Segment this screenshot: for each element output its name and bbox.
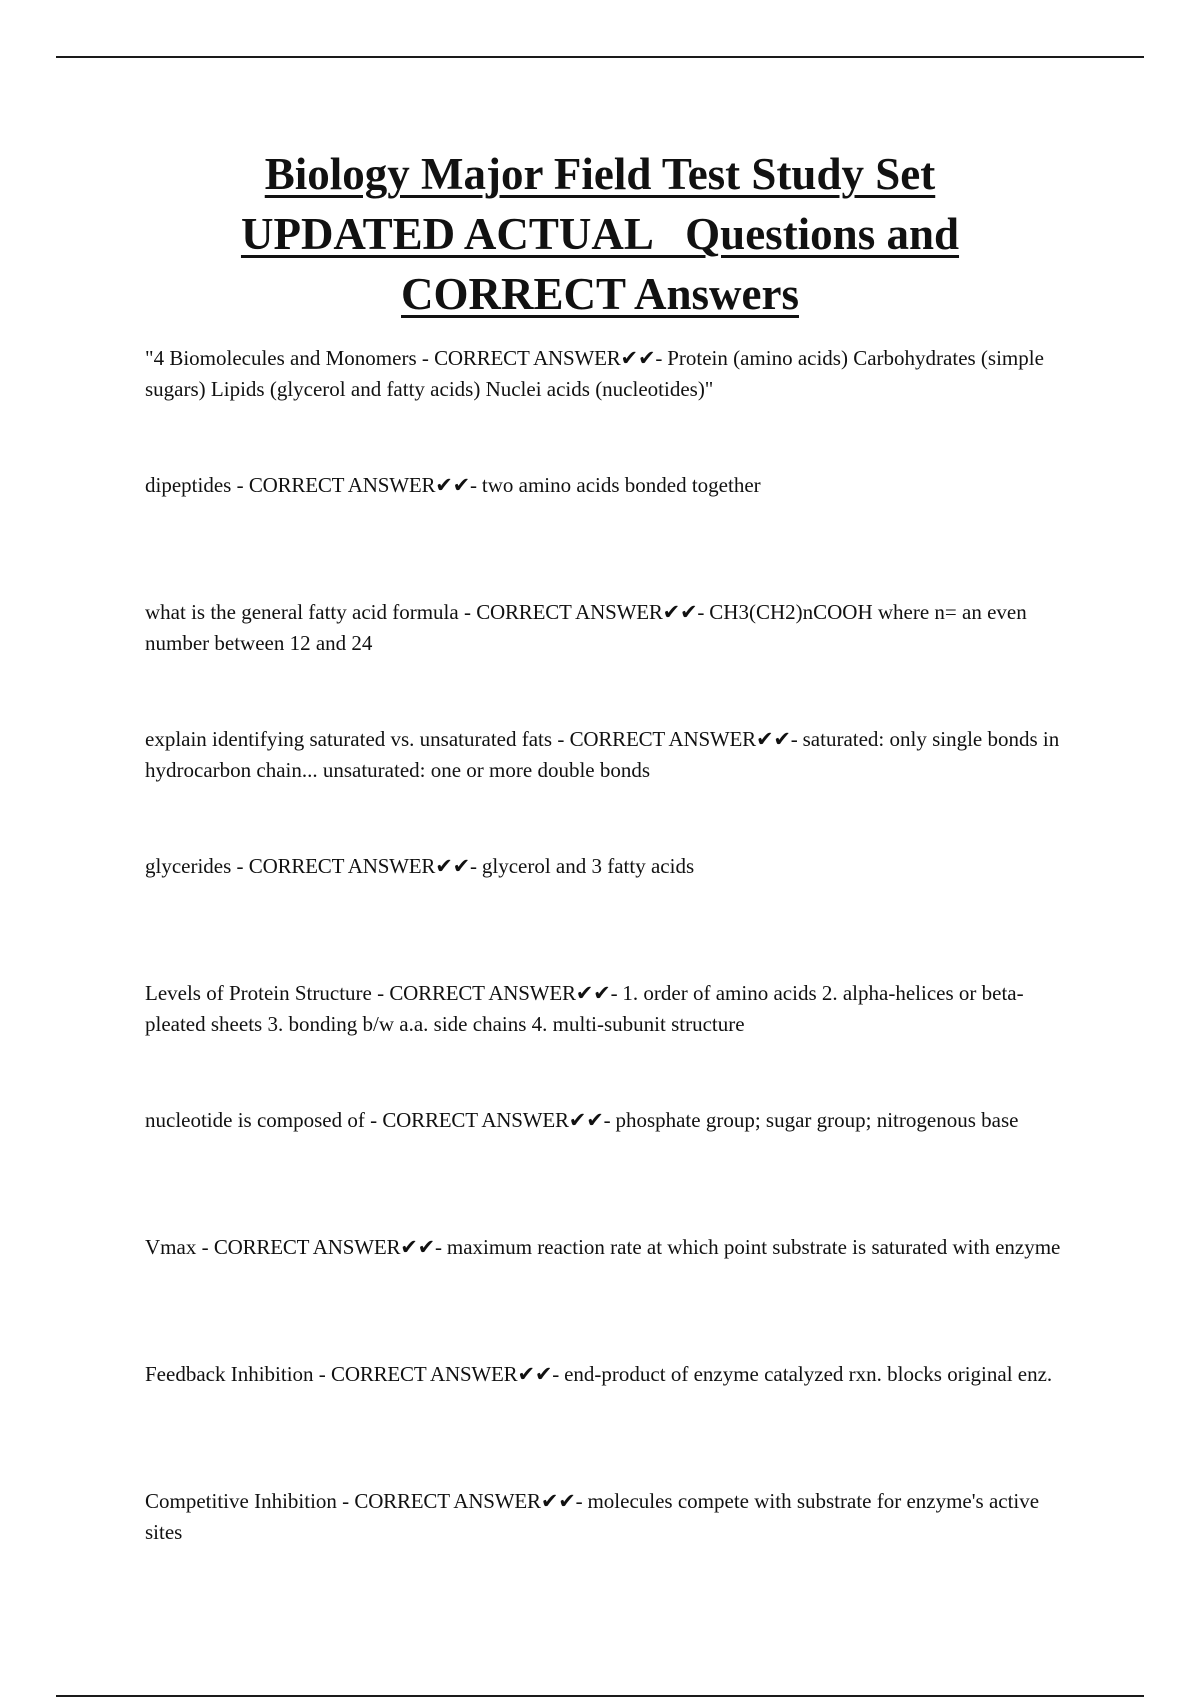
qa-question: dipeptides	[145, 473, 232, 497]
qa-separator: -	[313, 1362, 332, 1386]
qa-question: glycerides	[145, 854, 232, 878]
qa-answer: 1. order of amino acids 2. alpha-helices or beta-pleated sheets 3. bonding b/w a.a. side chains 4. multi-subunit structure	[145, 981, 1024, 1036]
qa-separator: -	[336, 1489, 355, 1513]
correct-answer-tag: CORRECT ANSWER✔✔-	[382, 1108, 616, 1132]
qa-question: "4 Biomolecules and Monomers	[145, 346, 417, 370]
correct-answer-tag: CORRECT ANSWER✔✔-	[331, 1362, 565, 1386]
qa-answer: end-product of enzyme catalyzed rxn. blocks original enz.	[564, 1362, 1053, 1386]
qa-list	[145, 343, 1080, 1613]
correct-answer-tag: CORRECT ANSWER✔✔-	[354, 1489, 588, 1513]
title-line: CORRECT Answers	[401, 269, 799, 319]
qa-separator: -	[196, 1235, 214, 1259]
qa-answer: glycerol and 3 fatty acids	[481, 854, 695, 878]
top-rule	[56, 56, 1144, 58]
qa-answer: CH3(CH2)nCOOH where n= an even number between 12 and 24	[145, 600, 1027, 655]
qa-entry	[145, 978, 1080, 1074]
qa-answer: molecules compete with substrate for enzyme's active sites	[145, 1489, 1040, 1544]
bottom-rule	[56, 1695, 1144, 1697]
correct-answer-tag: CORRECT ANSWER✔✔-	[476, 600, 710, 624]
correct-answer-tag: CORRECT ANSWER✔✔-	[434, 346, 668, 370]
qa-answer: maximum reaction rate at which point substrate is saturated with enzyme	[446, 1235, 1061, 1259]
correct-answer-tag: CORRECT ANSWER✔✔-	[248, 473, 482, 497]
correct-answer-tag: CORRECT ANSWER✔✔-	[569, 727, 803, 751]
qa-entry	[145, 1232, 1080, 1328]
qa-separator: -	[364, 1108, 383, 1132]
qa-question: Competitive Inhibition	[145, 1489, 337, 1513]
qa-separator: -	[552, 727, 570, 751]
qa-question: Feedback Inhibition	[145, 1362, 314, 1386]
qa-question: Levels of Protein Structure	[145, 981, 372, 1005]
qa-entry	[145, 1105, 1080, 1201]
document-title	[120, 144, 1080, 324]
qa-separator: -	[231, 473, 249, 497]
qa-question: explain identifying saturated vs. unsaturated fats	[145, 727, 553, 751]
correct-answer-tag: CORRECT ANSWER✔✔-	[389, 981, 623, 1005]
qa-answer: Protein (amino acids) Carbohydrates (simple sugars) Lipids (glycerol and fatty acids) Nuclei acids (nucleotides)"	[145, 346, 1044, 401]
qa-entry	[145, 851, 1080, 947]
qa-answer: phosphate group; sugar group; nitrogenous base	[615, 1108, 1019, 1132]
qa-entry	[145, 343, 1080, 439]
qa-entry	[145, 597, 1080, 693]
title-line: Biology Major Field Test Study Set	[264, 149, 936, 199]
qa-answer: two amino acids bonded together	[481, 473, 761, 497]
qa-separator: -	[458, 600, 477, 624]
qa-question: what is the general fatty acid formula	[145, 600, 459, 624]
qa-entry	[145, 724, 1080, 820]
qa-question: nucleotide is composed of	[145, 1108, 365, 1132]
qa-entry	[145, 1486, 1080, 1582]
correct-answer-tag: CORRECT ANSWER✔✔-	[213, 1235, 447, 1259]
qa-separator: -	[416, 346, 435, 370]
correct-answer-tag: CORRECT ANSWER✔✔-	[248, 854, 482, 878]
qa-entry	[145, 1359, 1080, 1455]
qa-separator: -	[231, 854, 249, 878]
qa-separator: -	[371, 981, 390, 1005]
title-line: UPDATED ACTUAL Questions and	[240, 209, 960, 259]
qa-question: Vmax	[145, 1235, 197, 1259]
qa-entry	[145, 470, 1080, 566]
qa-answer: saturated: only single bonds in hydrocarbon chain... unsaturated: one or more double bonds	[145, 727, 1060, 782]
